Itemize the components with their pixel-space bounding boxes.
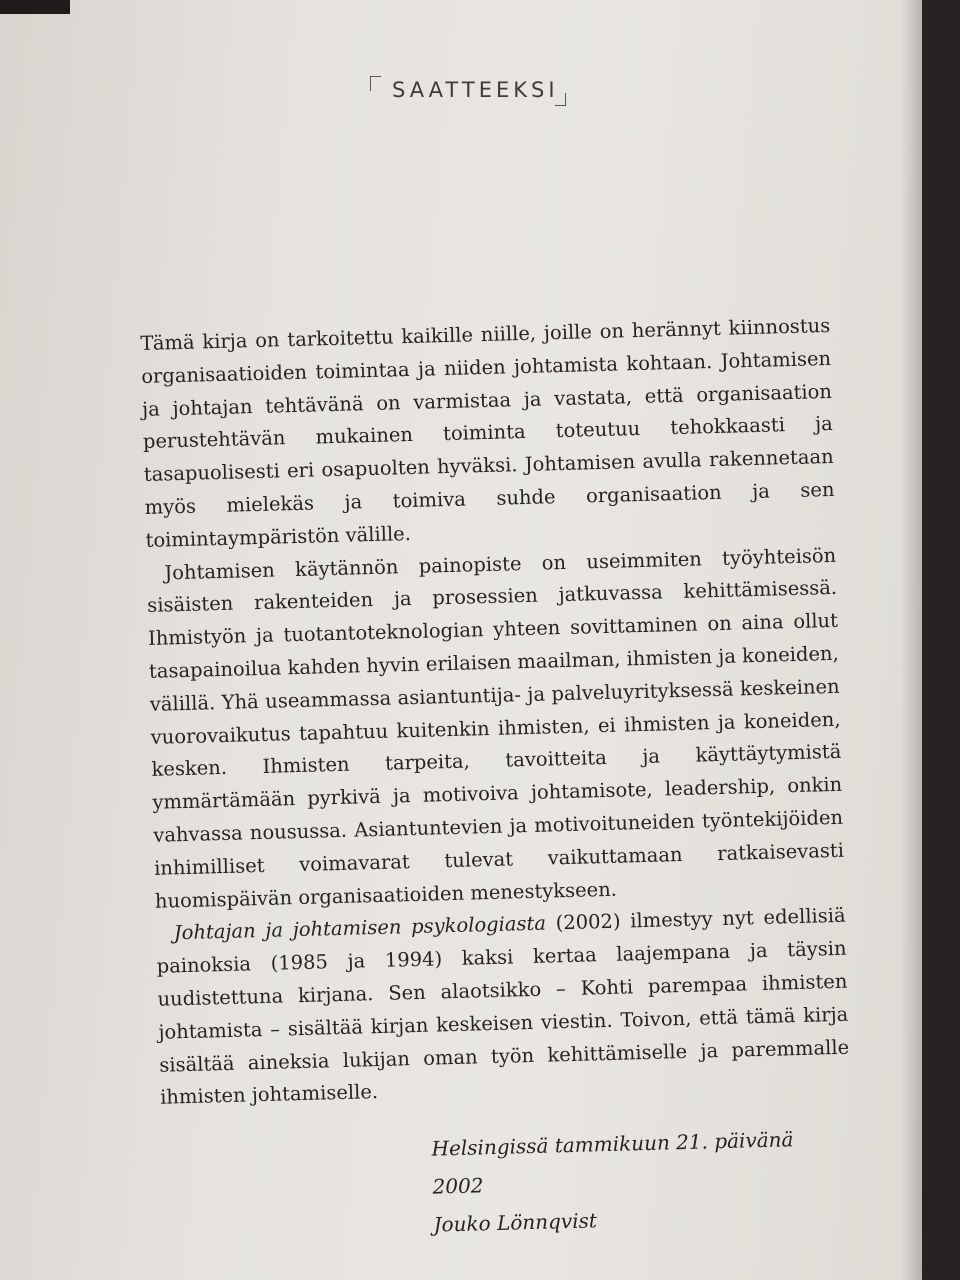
heading-bracket-left bbox=[370, 76, 381, 91]
body-text bbox=[140, 310, 854, 1251]
paragraph-3 bbox=[155, 900, 850, 1115]
paragraph-1: Tämä kirja on tarkoitettu kaikille niille, joille on herännyt kiinnostus organisaatioiden toimintaa ja niiden johtamista kohtaan. Johtamisen ja johtajan tehtävänä on varmistaa ja vastata, että organisaation perustehtävän mukainen toiminta toteutuu tehokkaasti ja tasapuolisesti eri osapuolten hyväksi. Johtamisen avulla rakennetaan myös mielekäs ja toimiva suhde organisaation ja sen toimintaympäristön välille. bbox=[140, 313, 835, 552]
signature-place-date: Helsingissä tammikuun 21. päivänä 2002 bbox=[431, 1127, 794, 1199]
dark-background-corner bbox=[0, 0, 70, 14]
signature-author: Jouko Lönnqvist bbox=[433, 1208, 598, 1237]
paragraph-3-text: (2002) ilmestyy nyt edellisiä painoksia (1985 ja 1994) kaksi kertaa laajempana ja täysin uudistettuna kirjana. Sen alaotsikko – Kohti parempaa ihmisten johtamista – sisältää kirjan keskeisen viestin. Toivon, että tämä kirja sisältää aineksia lukijan oman työn kehittämiselle ja paremmalle ihmisten johtamiselle. bbox=[156, 904, 850, 1110]
page-edge-shadow bbox=[900, 0, 922, 1280]
paragraph-2: Johtamisen käytännön painopiste on useimmiten työyhteisön sisäisten rakenteiden ja prosessien jatkuvassa kehittämisessä. Ihmistyön ja tuotantoteknologian yhteen sovittaminen on aina ollut tasapainoilua kahden hyvin erilaisen maailman, ihmisten ja koneiden, välillä. Yhä useammassa asiantuntija- ja palveluyrityksessä keskeinen vuorovaikutus tapahtuu kuitenkin ihmisten, ei ihmisten ja koneiden, kesken. Ihmisten tarpeita, tavoitteita ja käyttäytymistä ymmärtämään pyrkivä ja motivoiva johtamisote, leadership, onkin vahvassa nousussa. Asiantuntevien ja motivoituneiden työntekijöiden inhimilliset voimavarat tulevat vaikuttamaan ratkaisevasti huomispäivän organisaatioiden menestykseen. bbox=[146, 543, 845, 913]
book-title: Johtajan ja johtamisen psykologiasta bbox=[173, 911, 547, 945]
heading-bracket-right bbox=[555, 93, 566, 106]
signature-block bbox=[161, 1119, 854, 1251]
page-heading: SAATTEEKSI bbox=[392, 78, 559, 102]
heading-frame bbox=[370, 76, 566, 106]
